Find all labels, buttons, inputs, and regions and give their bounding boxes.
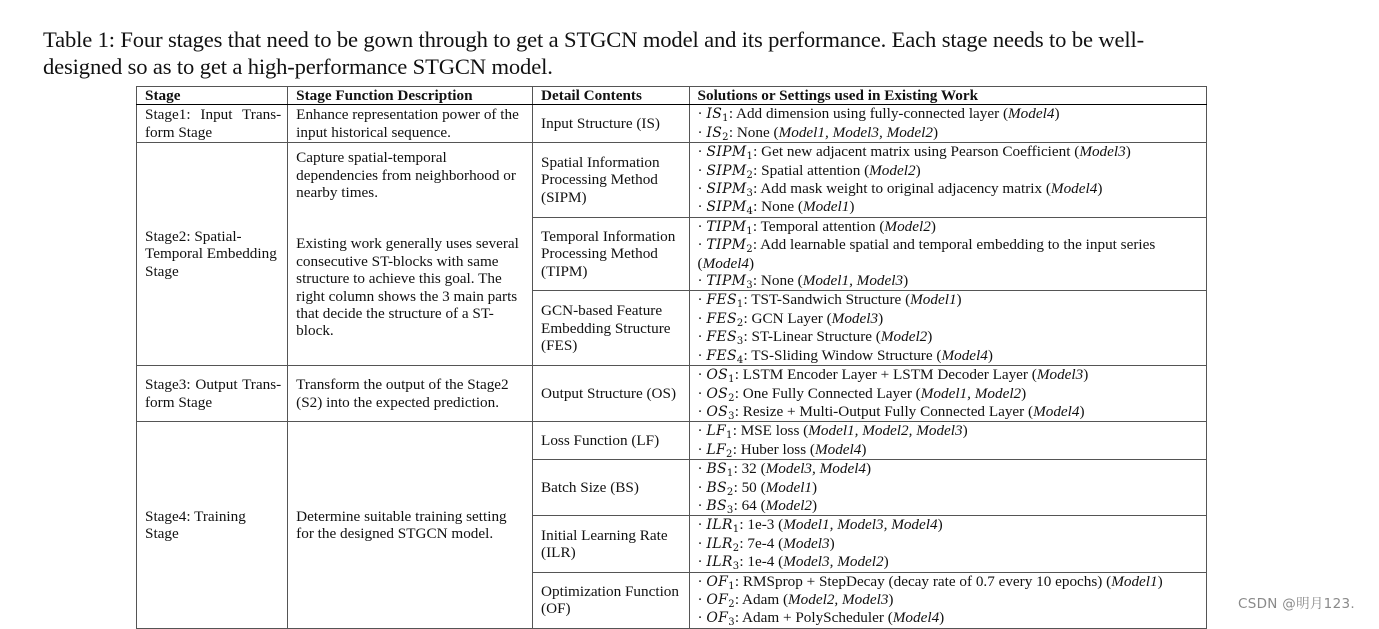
solution-text: : ST-Linear Structure ( <box>743 328 881 346</box>
watermark: CSDN @明月123. <box>1238 596 1355 612</box>
solution-symbol: $TIPM_2$ <box>706 237 753 256</box>
detail-content-cell <box>533 217 690 291</box>
solutions-cell <box>689 105 1206 143</box>
stage-description-cell <box>288 143 533 366</box>
bullet-icon: · <box>697 460 707 478</box>
solution-models: Model4 <box>1033 402 1080 420</box>
solution-text: : Resize + Multi-Output Fully Connected Layer ( <box>734 402 1034 420</box>
solution-symbol: $TIPM_1$ <box>706 218 753 237</box>
detail-content-label: GCN-based Feature Embedding Structure (FES) <box>541 302 671 354</box>
stage-description: Capture spatial-temporal dependencies from neighborhood or nearby times. <box>296 149 516 202</box>
bullet-icon: · <box>697 534 707 552</box>
solution-symbol: $BS_3$ <box>706 497 734 516</box>
solution-models: Model1, Model3, Model4 <box>783 516 938 534</box>
solution-models: Model2 <box>869 161 916 179</box>
solution-item: · $SIPM_3$: Add mask weight to original adjacency matrix (Model4) <box>697 180 1103 200</box>
bullet-icon: · <box>697 161 707 179</box>
solution-models: Model1, Model3, Model2 <box>778 123 933 141</box>
solution-text: : One Fully Connected Layer ( <box>734 384 921 402</box>
solution-item: · $LF_2$: Huber loss (Model4) <box>697 440 867 460</box>
bullet-icon: · <box>697 346 707 364</box>
table-body <box>137 105 1207 628</box>
bullet-icon: · <box>697 217 707 235</box>
solution-symbol: $SIPM_2$ <box>706 162 754 181</box>
solution-text: : 64 ( <box>733 496 766 514</box>
solution-models: Model2 <box>880 328 928 346</box>
detail-content-label: Batch Size (BS) <box>541 479 639 497</box>
solution-item: · $TIPM_2$: Add learnable spatial and temporal embedding to the input series (Model4) <box>697 236 1156 272</box>
solutions-cell <box>689 460 1206 516</box>
stage-cell <box>137 143 288 366</box>
table-caption <box>43 26 1343 80</box>
bullet-icon: · <box>697 402 707 420</box>
solution-models: Model4 <box>814 440 862 458</box>
detail-content-cell <box>533 366 690 422</box>
detail-content-label: Temporal Information Processing Method (TIPM) <box>541 228 676 280</box>
bullet-icon: · <box>697 478 707 496</box>
solution-text: : GCN Layer ( <box>743 309 832 327</box>
stages-table <box>136 86 1207 629</box>
solution-symbol: $OF_3$ <box>706 610 735 629</box>
solution-text: : None ( <box>753 198 803 216</box>
solution-symbol: $OS_3$ <box>706 403 735 422</box>
bullet-icon: · <box>697 366 707 384</box>
solution-text: : None ( <box>752 272 803 290</box>
solution-text: : 7e-4 ( <box>739 534 784 552</box>
solutions-cell <box>689 217 1206 291</box>
solution-item: · $OS_3$: Resize + Multi-Output Fully Connected Layer (Model4) <box>697 402 1085 422</box>
header-stage: Stage <box>137 87 288 105</box>
bullet-icon: · <box>697 328 707 346</box>
solution-models: Model1, Model3 <box>802 272 904 290</box>
solution-text: : Get new adjacent matrix using Pearson Coefficient ( <box>753 143 1080 161</box>
solution-text: : Huber loss ( <box>732 440 815 458</box>
solution-item: · $OS_1$: LSTM Encoder Layer + LSTM Decoder Layer (Model3) <box>697 366 1089 386</box>
solution-models: Model3, Model2 <box>783 553 884 571</box>
detail-content-label: Input Structure (IS) <box>541 115 660 133</box>
solution-models: Model1 <box>802 198 850 216</box>
bullet-icon: · <box>697 105 707 123</box>
solution-item: · $OF_3$: Adam + PolyScheduler (Model4) <box>697 609 945 629</box>
solution-text: : 1e-4 ( <box>739 553 784 571</box>
solution-models: Model1 <box>910 291 957 309</box>
stage-description-extra: Existing work generally uses several consecutive ST-blocks with same structure to achieve this goal. The right column shows the 3 main parts that decide the structure of a ST-block. <box>296 235 519 340</box>
solution-symbol: $SIPM_3$ <box>706 181 754 200</box>
solution-symbol: $ILR_3$ <box>706 554 740 573</box>
solution-item: · $FES_4$: TS-Sliding Window Structure (Model4) <box>697 346 993 366</box>
table-row <box>137 105 1207 143</box>
solution-models: Model2 <box>765 496 813 514</box>
solution-text: : MSE loss ( <box>732 422 809 440</box>
solution-text: : TST-Sandwich Structure ( <box>743 291 911 309</box>
bullet-icon: · <box>697 272 707 290</box>
solution-models: Model1, Model2, Model3 <box>808 422 963 440</box>
solution-symbol: $FES_4$ <box>706 347 744 366</box>
solution-symbol: $FES_2$ <box>706 310 744 329</box>
solution-models: Model4 <box>941 346 988 364</box>
solution-text: : Adam ( <box>734 590 789 608</box>
detail-content-cell <box>533 422 690 460</box>
solution-models: Model3 <box>831 309 879 327</box>
solution-text: : Temporal attention ( <box>752 217 885 235</box>
bullet-icon: · <box>697 309 707 327</box>
solution-item: · $IS_1$: Add dimension using fully-connected layer (Model4) <box>697 105 1060 125</box>
solution-symbol: $BS_2$ <box>706 479 734 498</box>
solution-text: : 50 ( <box>733 478 766 496</box>
stage-cell <box>137 422 288 628</box>
solution-text: : Add dimension using fully-connected layer ( <box>728 105 1009 123</box>
detail-content-cell <box>533 143 690 218</box>
bullet-icon: · <box>697 291 707 309</box>
bullet-icon: · <box>697 553 707 571</box>
solution-symbol: $OF_1$ <box>706 573 735 592</box>
solution-item: · $BS_1$: 32 (Model3, Model4) <box>697 460 872 480</box>
solution-item: · $BS_3$: 64 (Model2) <box>697 496 818 516</box>
solution-item: · $SIPM_1$: Get new adjacent matrix using Pearson Coefficient (Model3) <box>697 143 1131 163</box>
stage-description: Transform the output of the Stage2 (S2) into the expected prediction. <box>296 376 509 411</box>
solution-symbol: $FES_1$ <box>706 292 744 311</box>
table-row <box>137 366 1207 422</box>
solutions-cell <box>689 143 1206 218</box>
solution-symbol: $ILR_1$ <box>706 517 740 536</box>
detail-content-cell <box>533 105 690 143</box>
detail-content-cell <box>533 516 690 572</box>
bullet-icon: · <box>697 123 707 141</box>
caption-line-2: designed so as to get a high-performance STGCN model. <box>43 54 553 79</box>
detail-content-label: Initial Learning Rate (ILR) <box>541 526 668 561</box>
solution-item: · $OF_1$: RMSprop + StepDecay (decay rate of 0.7 every 10 epochs) (Model1) <box>697 572 1163 592</box>
solution-models: Model3, Model4 <box>765 460 867 478</box>
solution-models: Model3 <box>1036 366 1084 384</box>
solution-item: · $ILR_1$: 1e-3 (Model1, Model3, Model4) <box>697 516 943 536</box>
detail-content-label: Optimization Function (OF) <box>541 582 679 618</box>
detail-content-label: Loss Function (LF) <box>541 432 660 450</box>
stage-name-line: Stage2: Spatial- <box>145 228 242 246</box>
solution-symbol: $LF_2$ <box>706 441 733 460</box>
bullet-icon: · <box>697 572 707 590</box>
solution-models: Model3 <box>783 534 830 552</box>
solution-models: Model2, Model3 <box>788 590 889 608</box>
stage-description: Enhance representation power of the input historical sequence. <box>296 106 519 141</box>
bullet-icon: · <box>697 516 707 534</box>
header-solutions: Solutions or Settings used in Existing Work <box>689 87 1206 105</box>
solution-item: · $LF_1$: MSE loss (Model1, Model2, Model3) <box>697 422 968 442</box>
solution-text: : TS-Sliding Window Structure ( <box>743 346 942 364</box>
stage-name-line: Stage <box>145 262 179 280</box>
solution-item: · $ILR_2$: 7e-4 (Model3) <box>697 534 835 554</box>
detail-content-label: Spatial Information Processing Method (SIPM) <box>541 153 660 206</box>
stage-name-line: Stage3: Output Trans- <box>145 376 282 394</box>
bullet-icon: · <box>697 384 707 402</box>
bullet-icon: · <box>697 609 707 627</box>
header-description: Stage Function Description <box>288 87 533 105</box>
solution-symbol: $FES_3$ <box>706 329 744 348</box>
solution-item: · $FES_3$: ST-Linear Structure (Model2) <box>697 328 933 348</box>
solution-models: Model4 <box>1008 105 1055 123</box>
bullet-icon: · <box>697 590 707 608</box>
detail-content-cell <box>533 291 690 366</box>
solution-text: : Add mask weight to original adjacency matrix ( <box>753 180 1051 198</box>
stage-cell <box>137 366 288 422</box>
stage-name-line: Temporal Embedding <box>145 245 277 263</box>
solutions-cell <box>689 366 1206 422</box>
solution-item: · $FES_2$: GCN Layer (Model3) <box>697 309 884 329</box>
solution-item: · $IS_2$: None (Model1, Model3, Model2) <box>697 123 939 143</box>
solution-symbol: $LF_1$ <box>706 423 733 442</box>
detail-content-cell <box>533 460 690 516</box>
bullet-icon: · <box>697 440 707 458</box>
solutions-cell <box>689 291 1206 366</box>
solution-item: · $SIPM_2$: Spatial attention (Model2) <box>697 161 921 181</box>
solution-symbol: $SIPM_4$ <box>706 199 754 218</box>
solution-models: Model4 <box>702 254 750 272</box>
detail-content-label: Output Structure (OS) <box>541 385 677 402</box>
solution-symbol: $OS_2$ <box>706 385 735 404</box>
stage-description-cell <box>288 422 533 628</box>
solution-text: : 32 ( <box>733 460 766 478</box>
solutions-cell <box>689 422 1206 460</box>
bullet-icon: · <box>697 422 707 440</box>
solution-symbol: $ILR_2$ <box>706 535 740 554</box>
solution-symbol: $OF_2$ <box>706 591 735 610</box>
solution-item: · $TIPM_1$: Temporal attention (Model2) <box>697 217 936 237</box>
solutions-cell <box>689 516 1206 572</box>
stage-description: Determine suitable training setting for the designed STGCN model. <box>296 507 507 543</box>
solution-symbol: $OS_1$ <box>706 367 735 386</box>
solution-text: : None ( <box>728 123 779 141</box>
solution-text: : Adam + PolyScheduler ( <box>734 609 893 627</box>
bullet-icon: · <box>697 198 707 216</box>
header-detail-contents: Detail Contents <box>533 87 690 105</box>
stage-description-cell <box>288 105 533 143</box>
solution-models: Model3 <box>1079 143 1126 161</box>
stage-name-line: form Stage <box>145 123 213 141</box>
table-row <box>137 143 1207 218</box>
solution-item: · $OF_2$: Adam (Model2, Model3) <box>697 590 894 610</box>
solution-models: Model1 <box>765 478 813 496</box>
stage-name-line: Stage1: Input Trans- <box>145 106 282 124</box>
solution-item: · $SIPM_4$: None (Model1) <box>697 198 855 218</box>
solution-models: Model4 <box>892 609 940 627</box>
bullet-icon: · <box>697 496 707 514</box>
solution-symbol: $IS_2$ <box>706 124 729 143</box>
solution-symbol: $IS_1$ <box>706 106 729 125</box>
solutions-cell <box>689 572 1206 628</box>
solution-item: · $TIPM_3$: None (Model1, Model3) <box>697 272 909 292</box>
detail-content-cell <box>533 572 690 628</box>
solution-item: · $BS_2$: 50 (Model1) <box>697 478 818 498</box>
bullet-icon: · <box>697 143 707 161</box>
stage-name-line: form Stage <box>145 393 213 411</box>
solution-symbol: $TIPM_3$ <box>706 273 753 292</box>
solution-item: · $FES_1$: TST-Sandwich Structure (Model1) <box>697 291 962 311</box>
stage-cell <box>137 105 288 143</box>
caption-line-1: Table 1: Four stages that need to be gown through to get a STGCN model and its performance. Each stage needs to be well- <box>43 27 1145 52</box>
solution-item: · $OS_2$: One Fully Connected Layer (Model1, Model2) <box>697 384 1027 404</box>
solution-models: Model1, Model2 <box>920 384 1022 402</box>
solution-text: : Spatial attention ( <box>753 161 870 179</box>
bullet-icon: · <box>697 236 707 254</box>
solution-symbol: $BS_1$ <box>706 461 734 480</box>
solution-models: Model2 <box>884 217 931 235</box>
solution-text: : 1e-3 ( <box>739 516 784 534</box>
solution-models: Model4 <box>1050 180 1098 198</box>
table-row <box>137 422 1207 460</box>
header-row <box>137 87 1207 105</box>
solution-text: : LSTM Encoder Layer + LSTM Decoder Layer ( <box>734 366 1037 384</box>
solution-text: : Add learnable spatial and temporal embedding to the input series ( <box>697 236 1156 272</box>
solution-models: Model1 <box>1111 572 1158 590</box>
solution-text: : RMSprop + StepDecay (decay rate of 0.7 every 10 epochs) ( <box>734 572 1112 590</box>
solution-item: · $ILR_3$: 1e-4 (Model3, Model2) <box>697 553 889 573</box>
stage-name-line: Stage4: Training Stage <box>145 507 246 543</box>
solution-symbol: $SIPM_1$ <box>706 144 754 163</box>
stage-description-cell <box>288 366 533 422</box>
bullet-icon: · <box>697 180 707 198</box>
